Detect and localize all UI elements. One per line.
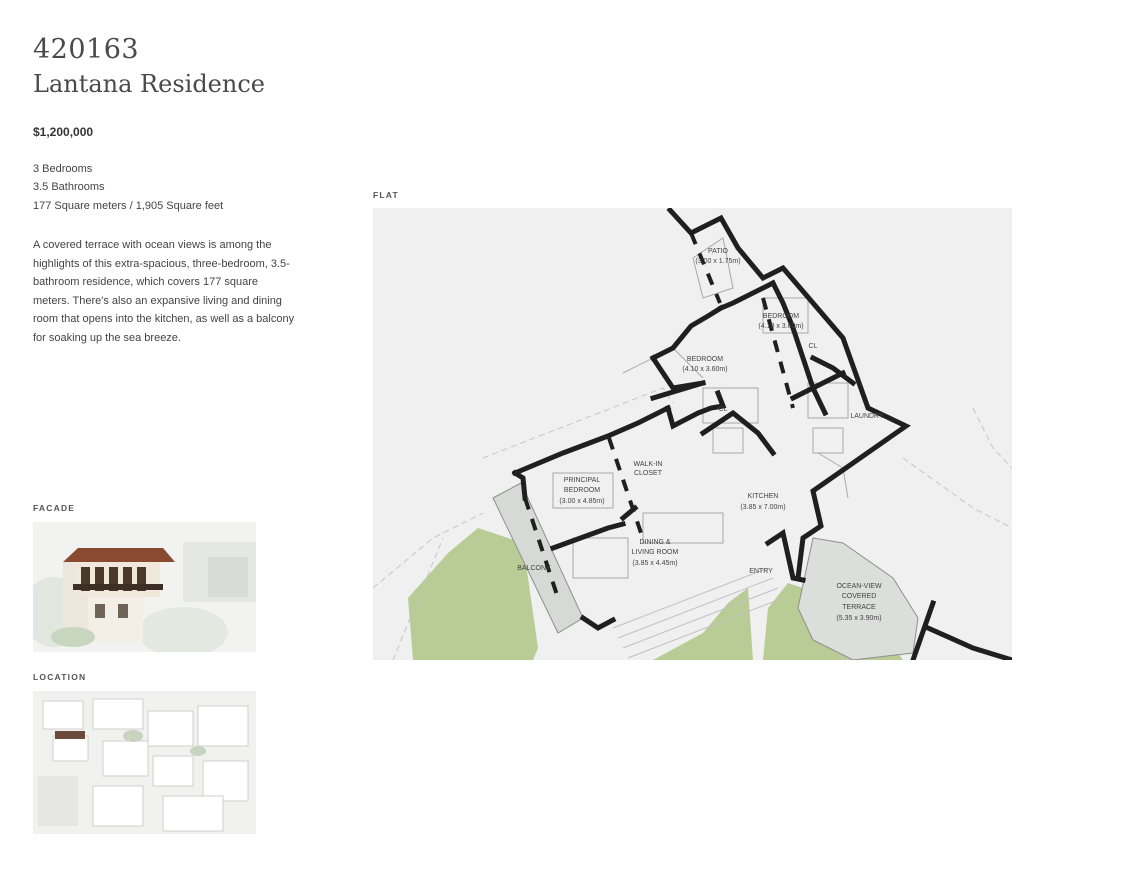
- room-closet-2: CL: [718, 406, 728, 413]
- room-bedroom-3: BEDROOM: [686, 356, 724, 363]
- room-entry: ENTRY: [749, 568, 773, 575]
- room-terrace: OCEAN-VIEW: [836, 583, 882, 590]
- location-label: LOCATION: [33, 672, 87, 682]
- room-patio-dims: (3.00 x 1.75m): [695, 258, 741, 265]
- bedrooms-count: 3 Bedrooms: [33, 163, 93, 175]
- room-balcony: BALCONY: [517, 565, 551, 572]
- bathrooms-count: 3.5 Bathrooms: [33, 181, 105, 193]
- room-bedroom-3-dims: (4.10 x 3.60m): [682, 366, 728, 373]
- floor-plan: [373, 208, 1012, 660]
- room-terrace-dims: (5.35 x 3.90m): [836, 615, 882, 622]
- room-patio: PATIO: [708, 248, 728, 255]
- room-bedroom-2: BEDROOM: [762, 313, 800, 320]
- area-size: 177 Square meters / 1,905 Square feet: [33, 200, 224, 212]
- room-laundry: LAUNDRY: [850, 413, 884, 420]
- listing-description: A covered terrace with ocean views is among the highlights of this extra-spacious, three-bedroom, 3.5-bathroom residence, which covers 177 square meters. There's also an expansive living and dining room that opens into the kitchen, as well as a balcony for soaking up the sea breeze.: [33, 239, 295, 344]
- room-dining-dims: (3.85 x 4.45m): [632, 560, 678, 567]
- room-dining: DINING &: [639, 539, 671, 546]
- facade-label: FACADE: [33, 503, 76, 513]
- room-bedroom-2-dims: (4.10 x 3.60m): [758, 323, 804, 330]
- room-principal: PRINCIPAL: [563, 477, 601, 484]
- facade-image: [33, 522, 256, 652]
- room-terrace-3: TERRACE: [842, 604, 876, 611]
- room-principal-dims: (3.00 x 4.85m): [559, 498, 605, 505]
- room-kitchen-dims: (3.85 x 7.00m): [740, 504, 786, 511]
- listing-name: Lantana Residence: [33, 70, 265, 98]
- room-dining-2: LIVING ROOM: [631, 549, 679, 556]
- room-kitchen: KITCHEN: [747, 493, 779, 500]
- room-terrace-2: COVERED: [841, 593, 877, 600]
- room-principal-2: BEDROOM: [563, 487, 601, 494]
- room-walk-in-2: CLOSET: [633, 470, 663, 477]
- room-walk-in: WALK-IN: [633, 461, 663, 468]
- location-image: [33, 691, 256, 834]
- room-closet-1: CL: [808, 343, 818, 350]
- listing-price: $1,200,000: [33, 125, 94, 139]
- flat-label: FLAT: [373, 190, 399, 200]
- listing-code: 420163: [33, 34, 140, 65]
